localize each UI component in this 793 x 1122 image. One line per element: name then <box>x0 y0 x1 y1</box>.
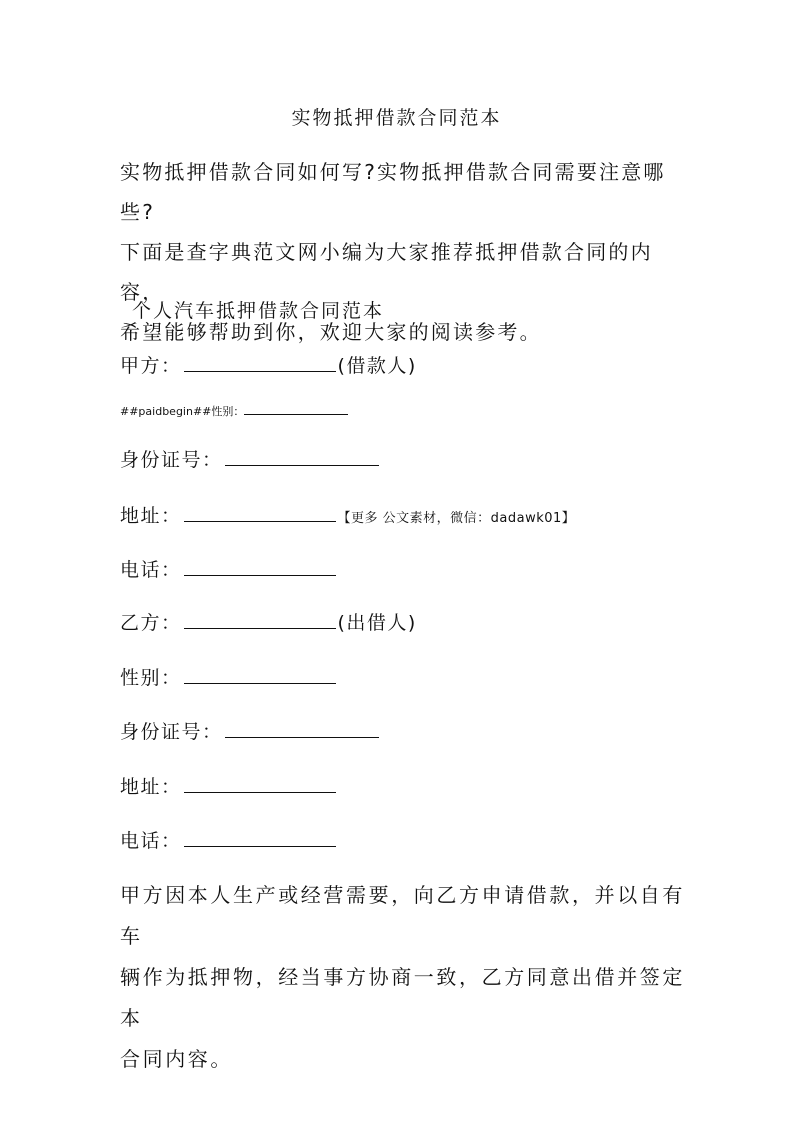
party-a-suffix: (借款人) <box>337 355 417 377</box>
party-a-phone-blank <box>184 557 336 576</box>
party-b-id-blank <box>225 719 379 738</box>
party-b-gender-blank <box>184 665 336 684</box>
party-b-address-label: 地址： <box>120 776 182 798</box>
intro-line: 实物抵押借款合同如何写?实物抵押借款合同需要注意哪些? <box>120 160 666 224</box>
intro-line: 下面是查字典范文网小编为大家推荐抵押借款合同的内容， <box>120 240 653 304</box>
party-b-address-field <box>120 773 338 801</box>
body-paragraph <box>120 875 690 1080</box>
promo-text: 【更多 公文素材，微信：dadawk01】 <box>337 511 576 526</box>
body-line: 辆作为抵押物，经当事方协商一致，乙方同意出借并签定本 <box>120 965 685 1030</box>
party-a-address-label: 地址： <box>120 505 182 527</box>
party-a-phone-label: 电话： <box>120 559 182 581</box>
party-a-id-label: 身份证号： <box>120 449 223 471</box>
party-b-field <box>120 609 417 637</box>
party-b-id-field <box>120 718 381 746</box>
party-b-label: 乙方： <box>120 612 182 634</box>
party-b-phone-blank <box>184 828 336 847</box>
party-b-gender-label: 性别： <box>120 667 182 689</box>
party-a-label: 甲方： <box>120 355 182 377</box>
party-a-blank <box>184 353 336 372</box>
party-b-id-label: 身份证号： <box>120 721 223 743</box>
contract-subtitle: 个人汽车抵押借款合同范本 <box>132 300 385 322</box>
paid-marker-line <box>120 403 348 420</box>
paid-marker-label: ##paidbegin##性别： <box>120 405 245 418</box>
party-b-blank <box>184 610 336 629</box>
intro-line: 希望能够帮助到你，欢迎大家的阅读参考。 <box>120 320 542 344</box>
document-title: 实物抵押借款合同范本 <box>291 107 502 129</box>
party-a-id-blank <box>225 447 379 466</box>
party-b-suffix: (出借人) <box>337 612 417 634</box>
body-line: 合同内容。 <box>120 1047 233 1071</box>
party-b-phone-field <box>120 827 338 855</box>
party-b-phone-label: 电话： <box>120 830 182 852</box>
party-a-id-field <box>120 446 381 474</box>
body-line: 甲方因本人生产或经营需要，向乙方申请借款，并以自有车 <box>120 883 685 948</box>
party-b-gender-field <box>120 664 338 692</box>
party-b-address-blank <box>184 774 336 793</box>
party-a-address-blank <box>184 503 336 522</box>
party-a-phone-field <box>120 556 338 584</box>
gender-blank <box>244 403 348 415</box>
party-a-field <box>120 352 417 380</box>
party-a-address-field <box>120 502 575 533</box>
